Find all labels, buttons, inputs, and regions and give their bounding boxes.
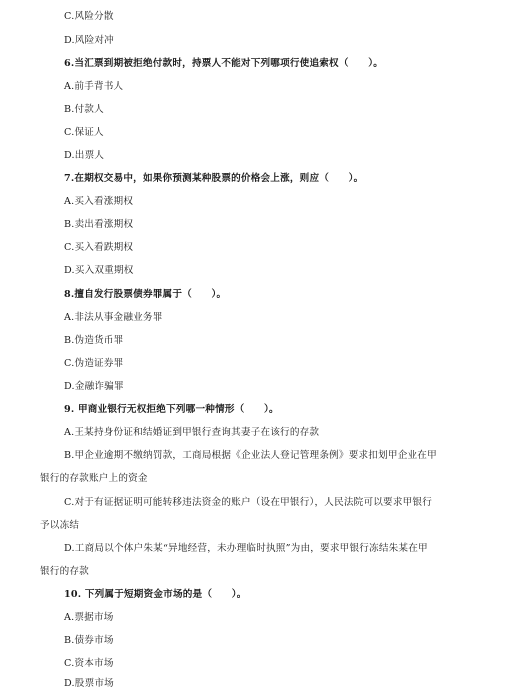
option-b-continued: 银行的存款账户上的资金 — [40, 473, 148, 484]
question-7: 7.在期权交易中，如果你预测某种股票的价格会上涨，则应（ ）。 — [64, 173, 364, 184]
option-c: C.风险分散 — [64, 11, 114, 22]
option-a: A.王某持身份证和结婚证到甲银行查询其妻子在该行的存款 — [64, 427, 320, 438]
option-c: C.资本市场 — [64, 658, 114, 669]
option-b: B.付款人 — [64, 104, 104, 115]
option-c: C.保证人 — [64, 127, 104, 138]
option-d-continued: 银行的存款 — [40, 566, 89, 577]
option-b: B.债券市场 — [64, 635, 114, 646]
question-9: 9. 甲商业银行无权拒绝下列哪一种情形（ ）。 — [64, 404, 279, 415]
option-d: D.出票人 — [64, 150, 105, 161]
option-c-continued: 予以冻结 — [40, 520, 80, 531]
option-d: D.风险对冲 — [64, 35, 114, 46]
question-6: 6.当汇票到期被拒绝付款时，持票人不能对下列哪项行使追索权（ ）。 — [64, 58, 384, 69]
option-a: A.前手背书人 — [64, 81, 124, 92]
option-b: B.伪造货币罪 — [64, 335, 124, 346]
question-8: 8.擅自发行股票债券罪属于（ ）。 — [64, 289, 227, 300]
option-a: A.买入看涨期权 — [64, 196, 134, 207]
option-c: C.对于有证据证明可能转移违法资金的账户（设在甲银行），人民法院可以要求甲银行 — [64, 497, 433, 508]
option-d: D.股票市场 — [64, 678, 114, 689]
option-a: A.票据市场 — [64, 612, 114, 623]
question-10: 10. 下列属于短期资金市场的是（ ）。 — [64, 589, 247, 600]
option-d: D.金融诈骗罪 — [64, 381, 124, 392]
option-a: A.非法从事金融业务罪 — [64, 312, 163, 323]
option-b: B.甲企业逾期不缴纳罚款，工商局根据《企业法人登记管理条例》要求扣划甲企业在甲 — [64, 450, 437, 461]
option-c: C.买入看跌期权 — [64, 242, 134, 253]
option-d: D.买入双重期权 — [64, 265, 134, 276]
option-d: D.工商局以个体户朱某“异地经营，未办理临时执照”为由，要求甲银行冻结朱某在甲 — [64, 543, 428, 554]
option-c: C.伪造证券罪 — [64, 358, 124, 369]
option-b: B.卖出看涨期权 — [64, 219, 134, 230]
